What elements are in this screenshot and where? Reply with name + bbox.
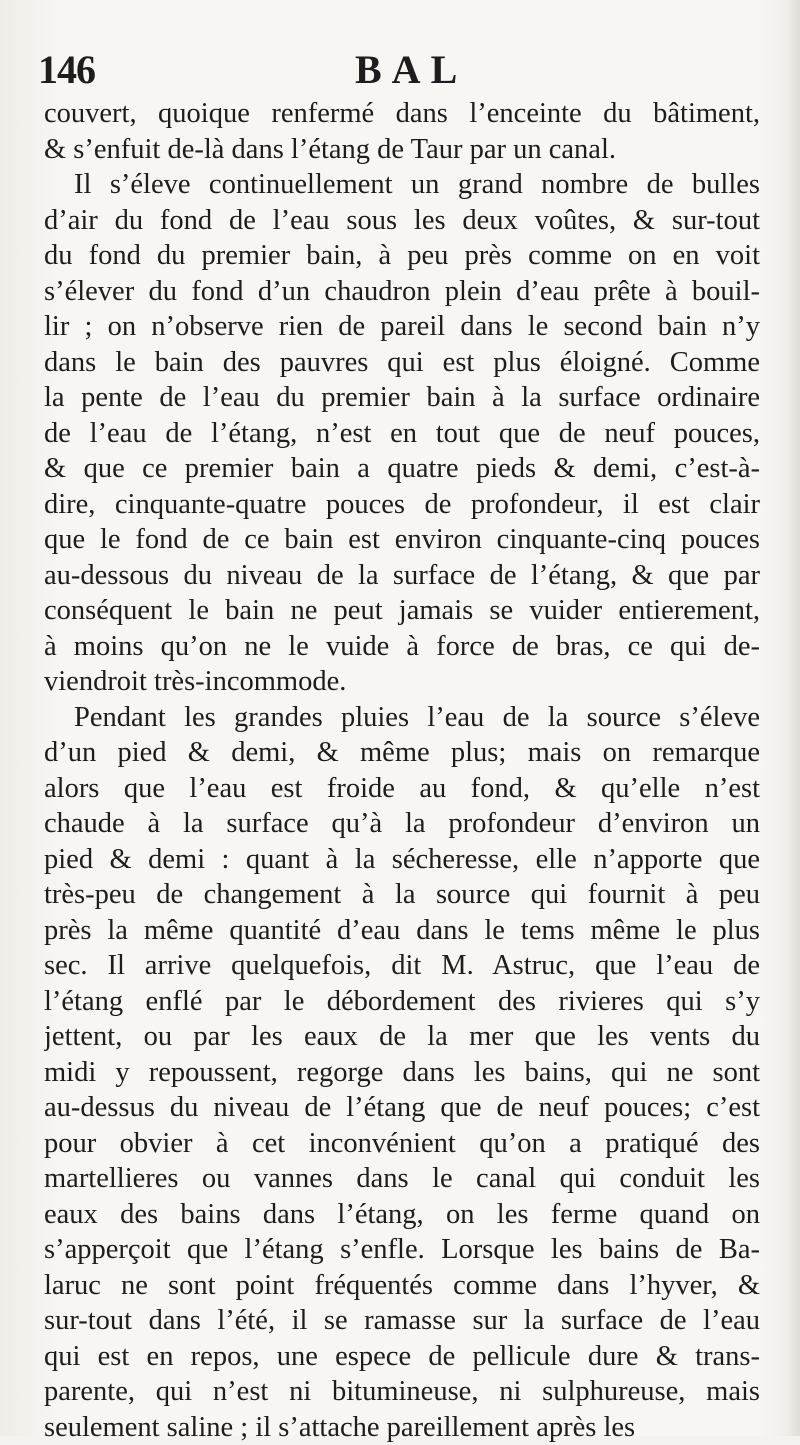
- text-line: dans le bain des pauvres qui est plus éloigné. Comme: [44, 345, 760, 381]
- text-line: conséquent le bain ne peut jamais se vuider entierement,: [44, 593, 760, 629]
- text-line: eaux des bains dans l’étang, on les ferme quand on: [44, 1197, 760, 1233]
- text-line: Pendant les grandes pluies l’eau de la source s’éleve: [44, 700, 760, 736]
- text-line: d’air du fond de l’eau sous les deux voûtes, & sur-tout: [44, 203, 760, 239]
- page-header: [0, 46, 800, 96]
- text-line: pour obvier à cet inconvénient qu’on a pratiqué des: [44, 1126, 760, 1162]
- text-line: martellieres ou vannes dans le canal qui conduit les: [44, 1161, 760, 1197]
- text-line: l’étang enflé par le débordement des rivieres qui s’y: [44, 984, 760, 1020]
- text-line: Il s’éleve continuellement un grand nombre de bulles: [44, 167, 760, 203]
- text-line: couvert, quoique renfermé dans l’enceinte du bâtiment,: [44, 96, 760, 132]
- text-line: s’élever du fond d’un chaudron plein d’eau prête à bouil-: [44, 274, 760, 310]
- text-line: d’un pied & demi, & même plus; mais on remarque: [44, 735, 760, 771]
- page-number: 146: [38, 46, 95, 93]
- text-line: du fond du premier bain, à peu près comme on en voit: [44, 238, 760, 274]
- page-edge-shadow: [786, 0, 800, 1436]
- text-line: seulement saline ; il s’attache pareillement après les: [44, 1410, 760, 1445]
- text-body: [44, 96, 760, 1445]
- text-line: midi y repoussent, regorge dans les bains, qui ne sont: [44, 1055, 760, 1091]
- text-line: lir ; on n’observe rien de pareil dans le second bain n’y: [44, 309, 760, 345]
- paragraph: [44, 96, 760, 167]
- text-line: au-dessus du niveau de l’étang que de neuf pouces; c’est: [44, 1090, 760, 1126]
- paragraph: [44, 167, 760, 700]
- text-line: sec. Il arrive quelquefois, dit M. Astruc, que l’eau de: [44, 948, 760, 984]
- text-line: qui est en repos, une espece de pellicule dure & trans-: [44, 1339, 760, 1375]
- text-line: s’apperçoit que l’étang s’enfle. Lorsque les bains de Ba-: [44, 1232, 760, 1268]
- text-line: & s’enfuit de-là dans l’étang de Taur par un canal.: [44, 132, 760, 168]
- text-line: dire, cinquante-quatre pouces de profondeur, il est clair: [44, 487, 760, 523]
- text-line: sur-tout dans l’été, il se ramasse sur la surface de l’eau: [44, 1303, 760, 1339]
- text-line: près la même quantité d’eau dans le tems même le plus: [44, 913, 760, 949]
- text-line: de l’eau de l’étang, n’est en tout que de neuf pouces,: [44, 416, 760, 452]
- running-head: BAL: [355, 46, 467, 93]
- text-line: jettent, ou par les eaux de la mer que les vents du: [44, 1019, 760, 1055]
- text-line: alors que l’eau est froide au fond, & qu’elle n’est: [44, 771, 760, 807]
- text-line: à moins qu’on ne le vuide à force de bras, ce qui de-: [44, 629, 760, 665]
- text-line: très-peu de changement à la source qui fournit à peu: [44, 877, 760, 913]
- text-line: laruc ne sont point fréquentés comme dans l’hyver, &: [44, 1268, 760, 1304]
- text-line: au-dessous du niveau de la surface de l’étang, & que par: [44, 558, 760, 594]
- text-line: parente, qui n’est ni bitumineuse, ni sulphureuse, mais: [44, 1374, 760, 1410]
- text-line: la pente de l’eau du premier bain à la surface ordinaire: [44, 380, 760, 416]
- text-line: viendroit très-incommode.: [44, 664, 760, 700]
- text-line: pied & demi : quant à la sécheresse, elle n’apporte que: [44, 842, 760, 878]
- text-line: & que ce premier bain a quatre pieds & demi, c’est-à-: [44, 451, 760, 487]
- text-line: que le fond de ce bain est environ cinquante-cinq pouces: [44, 522, 760, 558]
- text-line: chaude à la surface qu’à la profondeur d’environ un: [44, 806, 760, 842]
- paragraph: [44, 700, 760, 1445]
